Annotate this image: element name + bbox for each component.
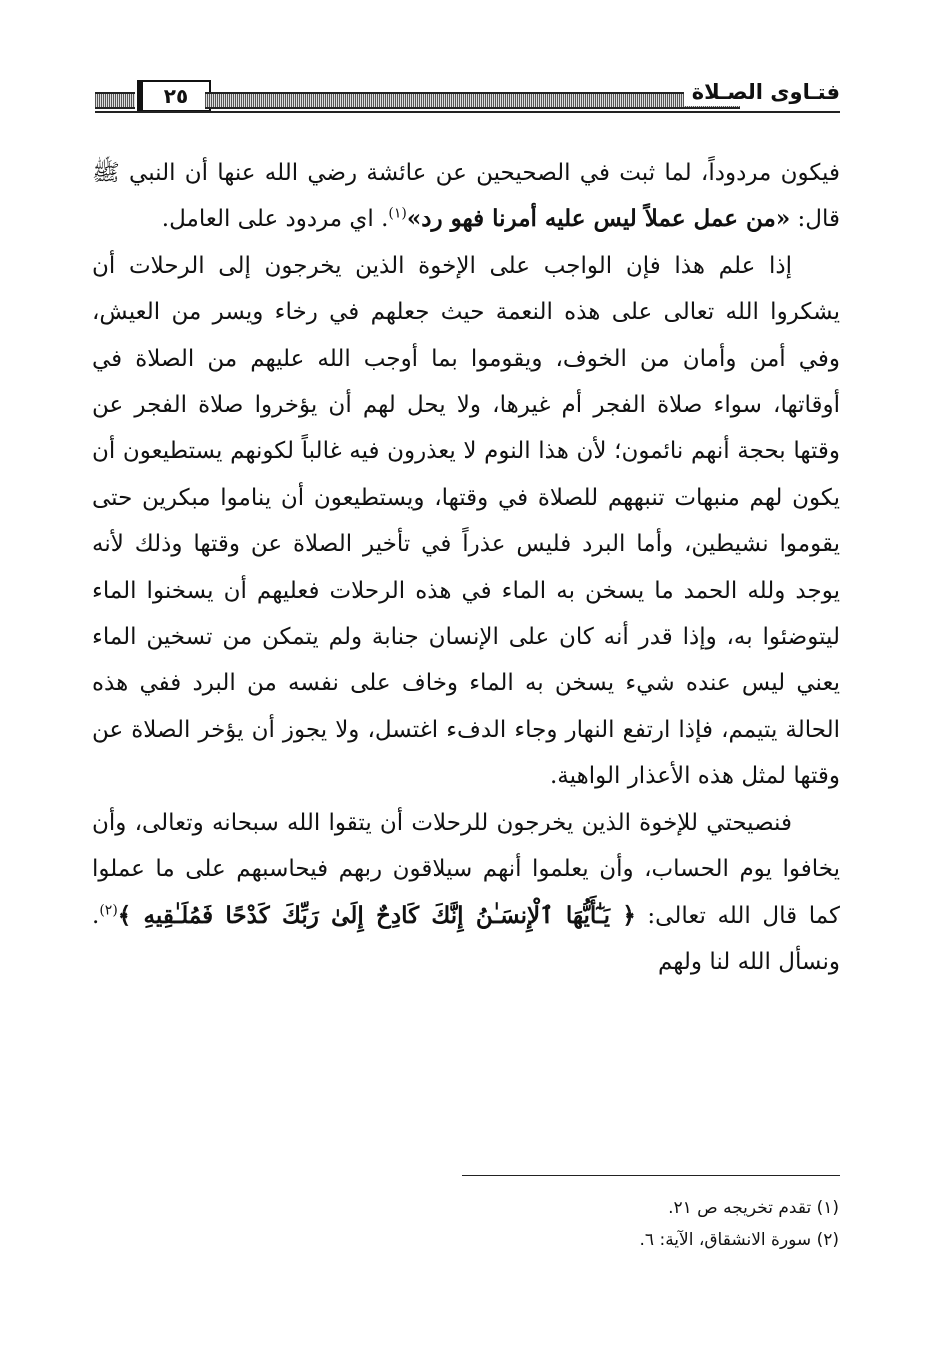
header-rule-band [205, 92, 740, 109]
header-rule-left [95, 92, 135, 109]
hadith-quote: «من عمل عملاً ليس عليه أمرنا فهو رد» [406, 205, 791, 233]
footnote-ref-2: (٢) [99, 901, 118, 918]
footnote-2: (٢) سورة الانشقاق، الآية: ٦. [639, 1230, 839, 1250]
running-title: فتـاوى الصـلاة [684, 78, 840, 106]
paragraph-1-text-end: . اي مردود على العامل. [161, 206, 389, 233]
paragraph-3-text-end: . ونسأل الله لنا ولهم [92, 902, 840, 975]
body-text [92, 150, 840, 985]
footnote-ref-1: (١) [388, 205, 407, 222]
paragraph-3-text: فنصيحتي للإخوة الذين يخرجون للرحلات أن يتقوا الله سبحانه وتعالى، وأن يخافوا يوم الحساب، وأن يعلموا أنهم سيلاقون ربهم فيحاسبهم على ما عملوا كما قال الله تعالى: [92, 809, 840, 929]
paragraph-3 [92, 800, 840, 986]
paragraph-1 [92, 150, 840, 243]
footnote-separator [462, 1175, 840, 1176]
footnotes [339, 1192, 839, 1256]
paragraph-2: إذا علم هذا فإن الواجب على الإخوة الذين يخرجون إلى الرحلات أن يشكروا الله تعالى على هذه النعمة حيث جعلهم في رخاء ويسر من العيش، وفي أمن وأمان من الخوف، ويقوموا بما أوجب الله عليهم من الصلاة في أوقاتها، سواء صلاة الفجر أم غيرها، ولا يحل لهم أن يؤخروا صلاة الفجر عن وقتها بحجة أنهم نائمون؛ لأن هذا النوم لا يعذرون فيه غالباً لكونهم يستطيعون أن يكون لهم منبهات تنبههم للصلاة في وقتها، ويستطيعون أن يناموا مبكرين حتى يقوموا نشيطين، وأما البرد فليس عذراً في تأخير الصلاة عن وقتها وذلك لأنه يوجد ولله الحمد ما يسخن به الماء في هذه الرحلات فعليهم أن يسخنوا الماء ليتوضئوا به، وإذا قدر أنه كان على الإنسان جنابة ولم يتمكن من تسخين الماء يعني ليس عنده شيء يسخن به الماء وخاف على نفسه من البرد ففي هذه الحالة يتيمم، فإذا ارتفع النهار وجاء الدفء اغتسل، ولا يجوز أن يؤخر الصلاة عن وقتها لمثل هذه الأعذار الواهية. [92, 252, 840, 790]
header-rule-bottom [95, 111, 840, 113]
quran-verse: ﴿ يَـٰٓأَيُّهَا ٱلْإِنسَـٰنُ إِنَّكَ كَادِحٌ إِلَىٰ رَبِّكَ كَدْحًا فَمُلَـٰقِيهِ ﴾ [117, 901, 636, 929]
paragraph-1-text: فيكون مردوداً، لما ثبت في الصحيحين عن عائشة رضي الله عنها أن النبي ﷺ قال: [92, 160, 840, 233]
page-number: ٢٥ [137, 80, 211, 112]
page-header [95, 78, 840, 120]
footnote-1: (١) تقدم تخريجه ص ٢١. [668, 1198, 839, 1218]
